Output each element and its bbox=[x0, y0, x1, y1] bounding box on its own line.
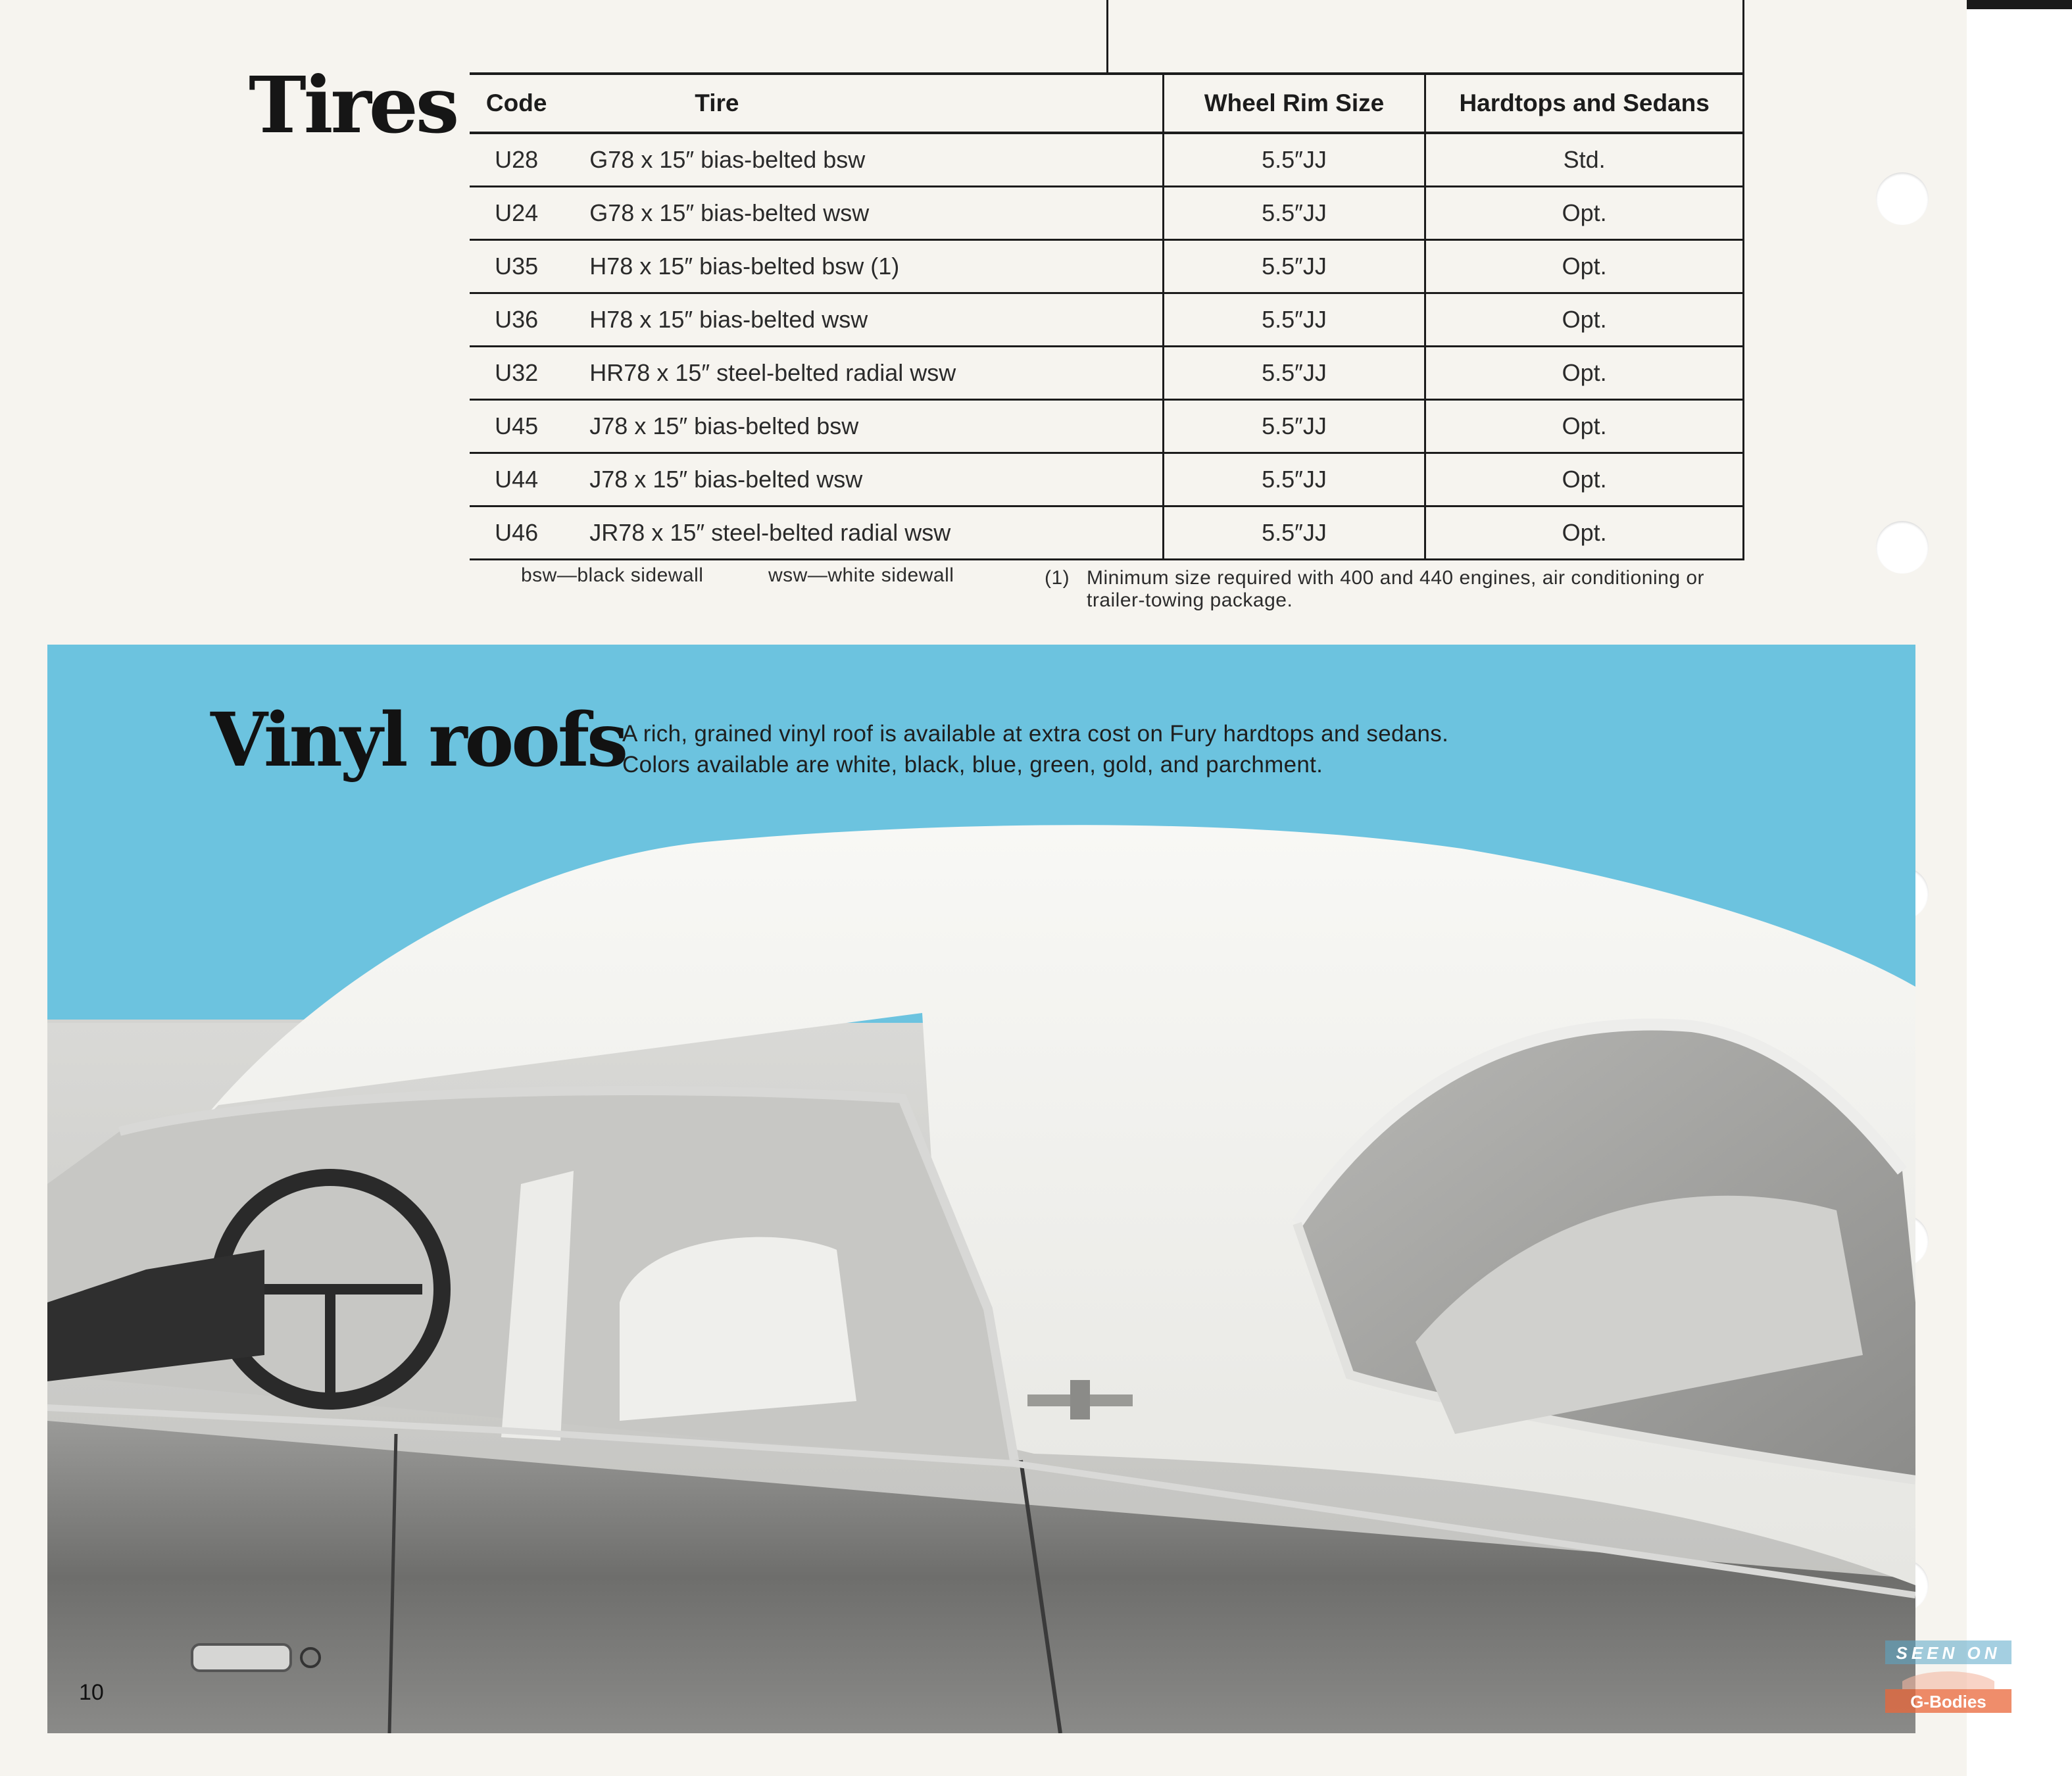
page-margin-strip bbox=[1967, 0, 2072, 1776]
table-header-row bbox=[470, 74, 1744, 133]
vinyl-roof-panel bbox=[47, 645, 1915, 1733]
cell-code: U46 bbox=[495, 519, 539, 546]
cell-tire: H78 x 15″ bias-belted bsw (1) bbox=[589, 253, 900, 280]
edge-bar bbox=[1967, 0, 2072, 9]
cell-code: U35 bbox=[495, 253, 539, 280]
watermark-line-2: G-Bodies bbox=[1910, 1692, 1986, 1712]
binder-hole-2 bbox=[1876, 521, 1929, 574]
footnote-text: Minimum size required with 400 and 440 engines, air conditioning or trailer-towing package. bbox=[1087, 567, 1705, 611]
table-top-edge bbox=[1742, 0, 1744, 74]
header-code: Code bbox=[485, 89, 547, 116]
cell-availability: Std. bbox=[1425, 133, 1744, 187]
page-number: 10 bbox=[79, 1680, 104, 1705]
cell-availability: Opt. bbox=[1425, 240, 1744, 293]
cell-code: U32 bbox=[495, 359, 539, 386]
table-row bbox=[470, 240, 1744, 293]
table-top-divider bbox=[1106, 0, 1108, 74]
cell-tire: J78 x 15″ bias-belted bsw bbox=[589, 412, 859, 439]
cell-rim: 5.5″JJ bbox=[1163, 506, 1425, 560]
table-row bbox=[470, 506, 1744, 560]
cell-availability: Opt. bbox=[1425, 187, 1744, 240]
cell-rim: 5.5″JJ bbox=[1163, 293, 1425, 347]
car-photo bbox=[47, 645, 1915, 1733]
vinyl-roofs-heading: Vinyl roofs bbox=[210, 697, 626, 783]
cell-code: U45 bbox=[495, 412, 539, 439]
cell-tire: HR78 x 15″ steel-belted radial wsw bbox=[589, 359, 956, 386]
cell-rim: 5.5″JJ bbox=[1163, 187, 1425, 240]
tires-heading: Tires bbox=[249, 59, 457, 151]
cell-availability: Opt. bbox=[1425, 347, 1744, 400]
cell-code: U28 bbox=[495, 146, 539, 173]
cell-tire: J78 x 15″ bias-belted wsw bbox=[589, 466, 863, 493]
vinyl-text-line-2: Colors available are white, black, blue, green, gold, and parchment. bbox=[622, 752, 1323, 777]
vinyl-roofs-description bbox=[622, 718, 1609, 780]
footnote-number: (1) bbox=[1045, 567, 1070, 589]
cell-availability: Opt. bbox=[1425, 506, 1744, 560]
cell-availability: Opt. bbox=[1425, 400, 1744, 453]
seen-on-g-bodies-watermark bbox=[1883, 1638, 2014, 1717]
header-wheel-rim-size: Wheel Rim Size bbox=[1163, 74, 1425, 133]
table-row bbox=[470, 347, 1744, 400]
watermark-line-1: SEEN ON bbox=[1896, 1643, 2001, 1663]
cell-code: U24 bbox=[495, 199, 539, 226]
cell-tire: H78 x 15″ bias-belted wsw bbox=[589, 306, 868, 333]
cell-rim: 5.5″JJ bbox=[1163, 133, 1425, 187]
cell-rim: 5.5″JJ bbox=[1163, 240, 1425, 293]
binder-hole-1 bbox=[1876, 172, 1929, 225]
cell-tire: G78 x 15″ bias-belted bsw bbox=[589, 146, 866, 173]
header-hardtops-sedans: Hardtops and Sedans bbox=[1425, 74, 1744, 133]
table-row bbox=[470, 187, 1744, 240]
table-row bbox=[470, 400, 1744, 453]
cell-rim: 5.5″JJ bbox=[1163, 453, 1425, 506]
legend-bsw: bsw—black sidewall bbox=[521, 564, 704, 586]
cell-tire: JR78 x 15″ steel-belted radial wsw bbox=[589, 519, 951, 546]
footnote bbox=[1045, 567, 1762, 612]
cell-availability: Opt. bbox=[1425, 293, 1744, 347]
table-row bbox=[470, 453, 1744, 506]
tire-table bbox=[470, 72, 1744, 560]
table-row bbox=[470, 133, 1744, 187]
cell-rim: 5.5″JJ bbox=[1163, 347, 1425, 400]
cell-code: U44 bbox=[495, 466, 539, 493]
header-tire: Tire bbox=[695, 89, 739, 116]
table-row bbox=[470, 293, 1744, 347]
cell-availability: Opt. bbox=[1425, 453, 1744, 506]
cell-code: U36 bbox=[495, 306, 539, 333]
cell-tire: G78 x 15″ bias-belted wsw bbox=[589, 199, 870, 226]
legend-wsw: wsw—white sidewall bbox=[768, 564, 954, 586]
cell-rim: 5.5″JJ bbox=[1163, 400, 1425, 453]
vinyl-text-line-1: A rich, grained vinyl roof is available at extra cost on Fury hardtops and sedans. bbox=[622, 721, 1449, 747]
